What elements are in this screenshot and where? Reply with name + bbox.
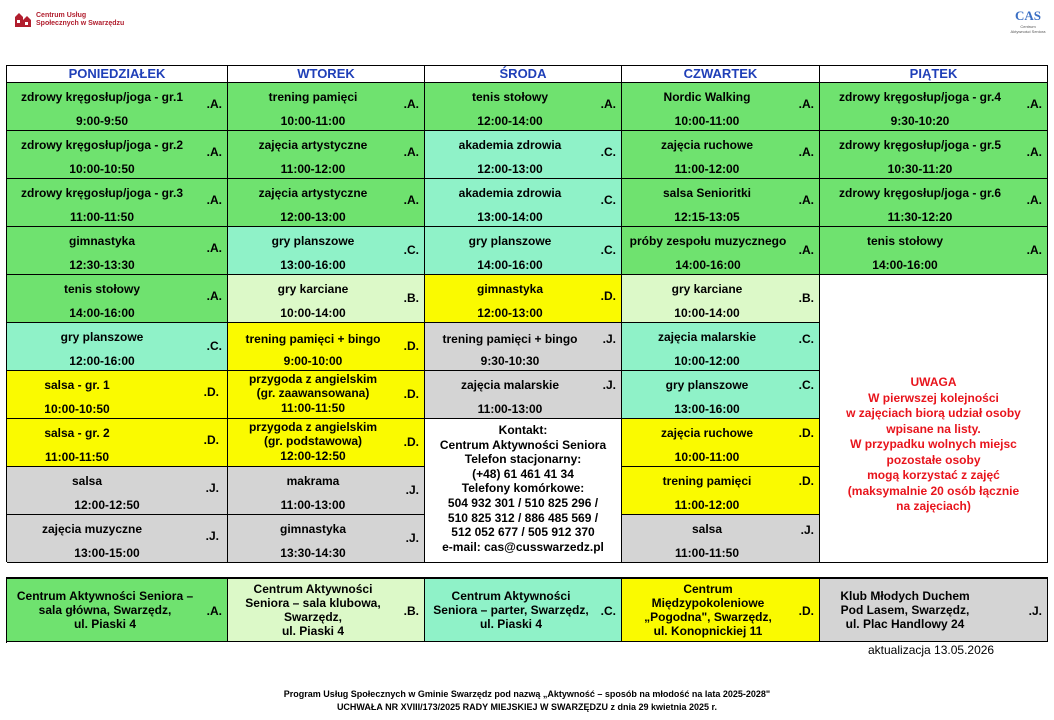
schedule-cell: zdrowy kręgosłup/joga - gr.5 10:30-11:20 .A. [820, 131, 1048, 179]
schedule-cell: gry planszowe 12:00-16:00 .C. [7, 323, 228, 371]
schedule-cell: zajęcia artystyczne 12:00-13:00 .A. [228, 179, 425, 227]
schedule-cell: akademia zdrowia 13:00-14:00 .C. [425, 179, 622, 227]
schedule-cell: zajęcia artystyczne 11:00-12:00 .A. [228, 131, 425, 179]
contact-email[interactable]: e-mail: cas@cusswarzedz.pl [442, 539, 604, 554]
footer [0, 688, 1054, 714]
footer-program: Program Usług Społecznych w Gminie Swarzędz pod nazwą „Aktywność – sposób na młodość na lata 2025-2028" [283, 689, 771, 699]
schedule-cell: zdrowy kręgosłup/joga - gr.6 11:30-12:20 .A. [820, 179, 1048, 227]
schedule-cell: zdrowy kręgosłup/joga - gr.3 11:00-11:50 .A. [7, 179, 228, 227]
schedule-cell: przygoda z angielskim (gr. zaawansowana) 11:00-11:50 .D. [228, 371, 425, 419]
schedule-cell: zajęcia muzyczne 13:00-15:00 .J. [7, 515, 228, 563]
schedule-cell: tenis stołowy 12:00-14:00 .A. [425, 83, 622, 131]
schedule-cell: salsa Senioritki 12:15-13:05 .A. [622, 179, 820, 227]
schedule-cell: gry planszowe 14:00-16:00 .C. [425, 227, 622, 275]
schedule-cell: trening pamięci 11:00-12:00 .D. [622, 467, 820, 515]
notice-title: UWAGA [910, 375, 957, 389]
building-logo-icon [14, 11, 32, 28]
schedule-cell: próby zespołu muzycznego 14:00-16:00 .A. [622, 227, 820, 275]
schedule-cell: tenis stołowy 14:00-16:00 .A. [820, 227, 1048, 275]
day-header-wed: ŚRODA [425, 66, 622, 83]
schedule-cell: makrama 11:00-13:00 .J. [228, 467, 425, 515]
notice-box: UWAGA W pierwszej kolejności w zajęciach biorą udział osoby wpisane na listy. W przypadku wolnych miejsc pozostałe osoby mogą korzystać z zajęć (maksymalnie 20 osób łącznie na zajęciach) [820, 275, 1048, 563]
day-header-mon: PONIEDZIAŁEK [7, 66, 228, 83]
logo-right [1010, 8, 1046, 42]
day-header-tue: WTOREK [228, 66, 425, 83]
logo-left-line1: Centrum Usług [36, 12, 87, 19]
contact-box: Kontakt: Centrum Aktywności Seniora Telefon stacjonarny: (+48) 61 461 41 34 Telefony komórkowe: 504 932 301 / 510 825 296 / 510 825 312 / 886 485 569 / 512 052 677 / 505 912 370 e-mail: cas@cusswarzedz.pl [425, 419, 622, 563]
schedule-cell: Nordic Walking 10:00-11:00 .A. [622, 83, 820, 131]
location-j: Klub Młodych Duchem Pod Lasem, Swarzędz, ul. Plac Handlowy 24 .J. [820, 579, 1048, 642]
location-b: Centrum Aktywności Seniora – sala klubowa, Swarzędz, ul. Piaski 4 .B. [228, 579, 425, 642]
schedule-cell: gimnastyka 13:30-14:30 .J. [228, 515, 425, 563]
schedule-cell: akademia zdrowia 12:00-13:00 .C. [425, 131, 622, 179]
schedule-cell: zdrowy kręgosłup/joga - gr.2 10:00-10:50 .A. [7, 131, 228, 179]
schedule-cell: gry karciane 10:00-14:00 .B. [228, 275, 425, 323]
schedule-cell: tenis stołowy 14:00-16:00 .A. [7, 275, 228, 323]
schedule-cell: zajęcia ruchowe 10:00-11:00 .D. [622, 419, 820, 467]
schedule-cell: zajęcia ruchowe 11:00-12:00 .A. [622, 131, 820, 179]
location-c: Centrum Aktywności Seniora – parter, Swarzędz, ul. Piaski 4 .C. [425, 579, 622, 642]
schedule-cell: gry planszowe 13:00-16:00 .C. [228, 227, 425, 275]
schedule-cell: trening pamięci + bingo 9:30-10:30 .J. [425, 323, 622, 371]
schedule-cell: salsa 11:00-11:50 .J. [622, 515, 820, 563]
schedule-cell: salsa 12:00-12:50 .J. [7, 467, 228, 515]
schedule-cell: gry planszowe 13:00-16:00 .C. [622, 371, 820, 419]
schedule-cell: przygoda z angielskim (gr. podstawowa) 12:00-12:50 .D. [228, 419, 425, 467]
schedule-cell: zajęcia malarskie 11:00-13:00 .J. [425, 371, 622, 419]
schedule-cell: zdrowy kręgosłup/joga - gr.4 9:30-10:20 .A. [820, 83, 1048, 131]
schedule-cell: gimnastyka 12:00-13:00 .D. [425, 275, 622, 323]
schedule-cell: zdrowy kręgosłup/joga - gr.1 9:00-9:50 .A. [7, 83, 228, 131]
schedule-cell: trening pamięci 10:00-11:00 .A. [228, 83, 425, 131]
logo-left-line2: Społecznych w Swarzędzu [36, 20, 125, 27]
schedule-cell: trening pamięci + bingo 9:00-10:00 .D. [228, 323, 425, 371]
cas-logo-caption: Centrum Aktywności Seniora [1010, 24, 1046, 34]
schedule-cell: zajęcia malarskie 10:00-12:00 .C. [622, 323, 820, 371]
schedule-cell: gimnastyka 12:30-13:30 .A. [7, 227, 228, 275]
footer-resolution: UCHWAŁA NR XVIII/173/2025 RADY MIEJSKIEJ W SWARZĘDZU z dnia 29 kwietnia 2025 r. [336, 702, 718, 712]
cas-logo-text: CAS [1014, 8, 1041, 23]
update-date: aktualizacja 13.05.2026 [868, 643, 995, 657]
schedule-cell: salsa - gr. 2 11:00-11:50 .D. [7, 419, 228, 467]
day-header-thu: CZWARTEK [622, 66, 820, 83]
schedule-cell: salsa - gr. 1 10:00-10:50 .D. [7, 371, 228, 419]
day-header-fri: PIĄTEK [820, 66, 1048, 83]
location-a: Centrum Aktywności Seniora – sala główna, Swarzędz, ul. Piaski 4 .A. [7, 579, 228, 642]
logo-left [14, 10, 174, 30]
location-d: Centrum Międzypokoleniowe „Pogodna", Swarzędz, ul. Konopnickiej 11 .D. [622, 579, 820, 642]
schedule-cell: gry karciane 10:00-14:00 .B. [622, 275, 820, 323]
